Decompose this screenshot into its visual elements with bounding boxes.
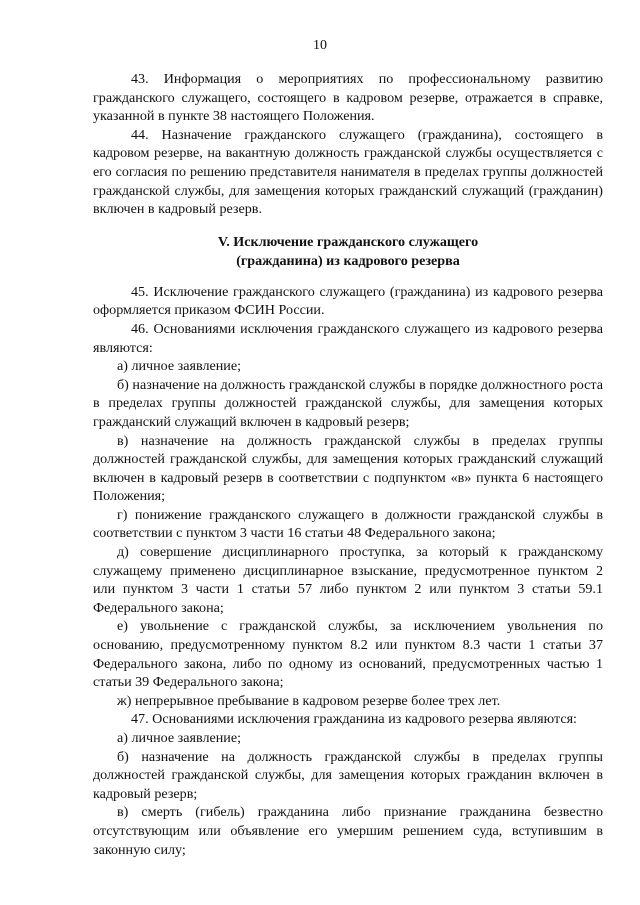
- section-heading-line-1: V. Исключение гражданского служащего: [217, 233, 479, 250]
- list-item: а) личное заявление;: [117, 730, 241, 746]
- list-item: в) назначение на должность гражданской службы в пределах группы должностей гражданской службы, для замещения которых гражданский служащий включен в кадровый резерв в соответствии с подпунктом «в» пункта 6 настоящего Положения;: [93, 432, 603, 505]
- list-item: а) личное заявление;: [117, 358, 241, 375]
- list-item: ж) непрерывное пребывание в кадровом резерве более трех лет.: [117, 692, 501, 709]
- list-item: е) увольнение с гражданской службы, за исключением увольнения по основанию, предусмотренному пунктом 8.2 или пунктом 8.3 части 1 статьи 37 Федерального закона, либо по одному из оснований, предусмотренных частью 1 статьи 39 Федерального закона;: [93, 618, 603, 691]
- list-item: б) назначение на должность гражданской службы в порядке должностного роста в пределах группы должностей гражданской службы, для замещения которых гражданский служащий включен в кадровый резерв;: [93, 376, 603, 430]
- paragraph: 47. Основаниями исключения гражданина из кадрового резерва являются:: [131, 711, 577, 728]
- paragraph: 45. Исключение гражданского служащего (гражданина) из кадрового резерва оформляется приказом ФСИН России.: [93, 283, 603, 319]
- paragraph-43: 43. Информация о мероприятиях по профессиональному развитию гражданского служащего, состоящего в кадровом резерве, отражается в справке, указанной в пункте 38 настоящего Положения.: [93, 71, 603, 125]
- paragraph: 46. Основаниями исключения гражданского служащего из кадрового резерва являются:: [93, 320, 603, 356]
- document-body: [93, 70, 603, 859]
- list-item: в) смерть (гибель) гражданина либо признание гражданина безвестно отсутствующим или объявление его умершим решением суда, вступившим в законную силу;: [93, 804, 603, 858]
- section-heading-line-2: (гражданина) из кадрового резерва: [236, 252, 460, 269]
- paragraph-44: 44. Назначение гражданского служащего (гражданина), состоящего в кадровом резерве, на вакантную должность гражданской службы осуществляется с его согласия по решению представителя нанимателя в пределах группы должностей гражданской службы, для замещения которых гражданский служащий (гражданин) включен в кадровый резерв.: [93, 126, 603, 218]
- page-number: 10: [313, 38, 327, 53]
- list-item: г) понижение гражданского служащего в должности гражданской службы в соответствии с пунктом 3 части 16 статьи 48 Федерального закона;: [93, 506, 603, 542]
- section-paragraphs: [93, 283, 603, 859]
- list-item: б) назначение на должность гражданской службы в пределах группы должностей гражданской службы, для замещения которых гражданин включен в кадровый резерв;: [93, 748, 603, 802]
- list-item: д) совершение дисциплинарного проступка, за который к гражданскому служащему применено дисциплинарное взыскание, предусмотренное пунктом 2 или пунктом 3 части 1 статьи 57 либо пунктом 2 или пунктом 3 статьи 59.1 Федерального закона;: [93, 544, 603, 616]
- section-heading: [93, 233, 603, 271]
